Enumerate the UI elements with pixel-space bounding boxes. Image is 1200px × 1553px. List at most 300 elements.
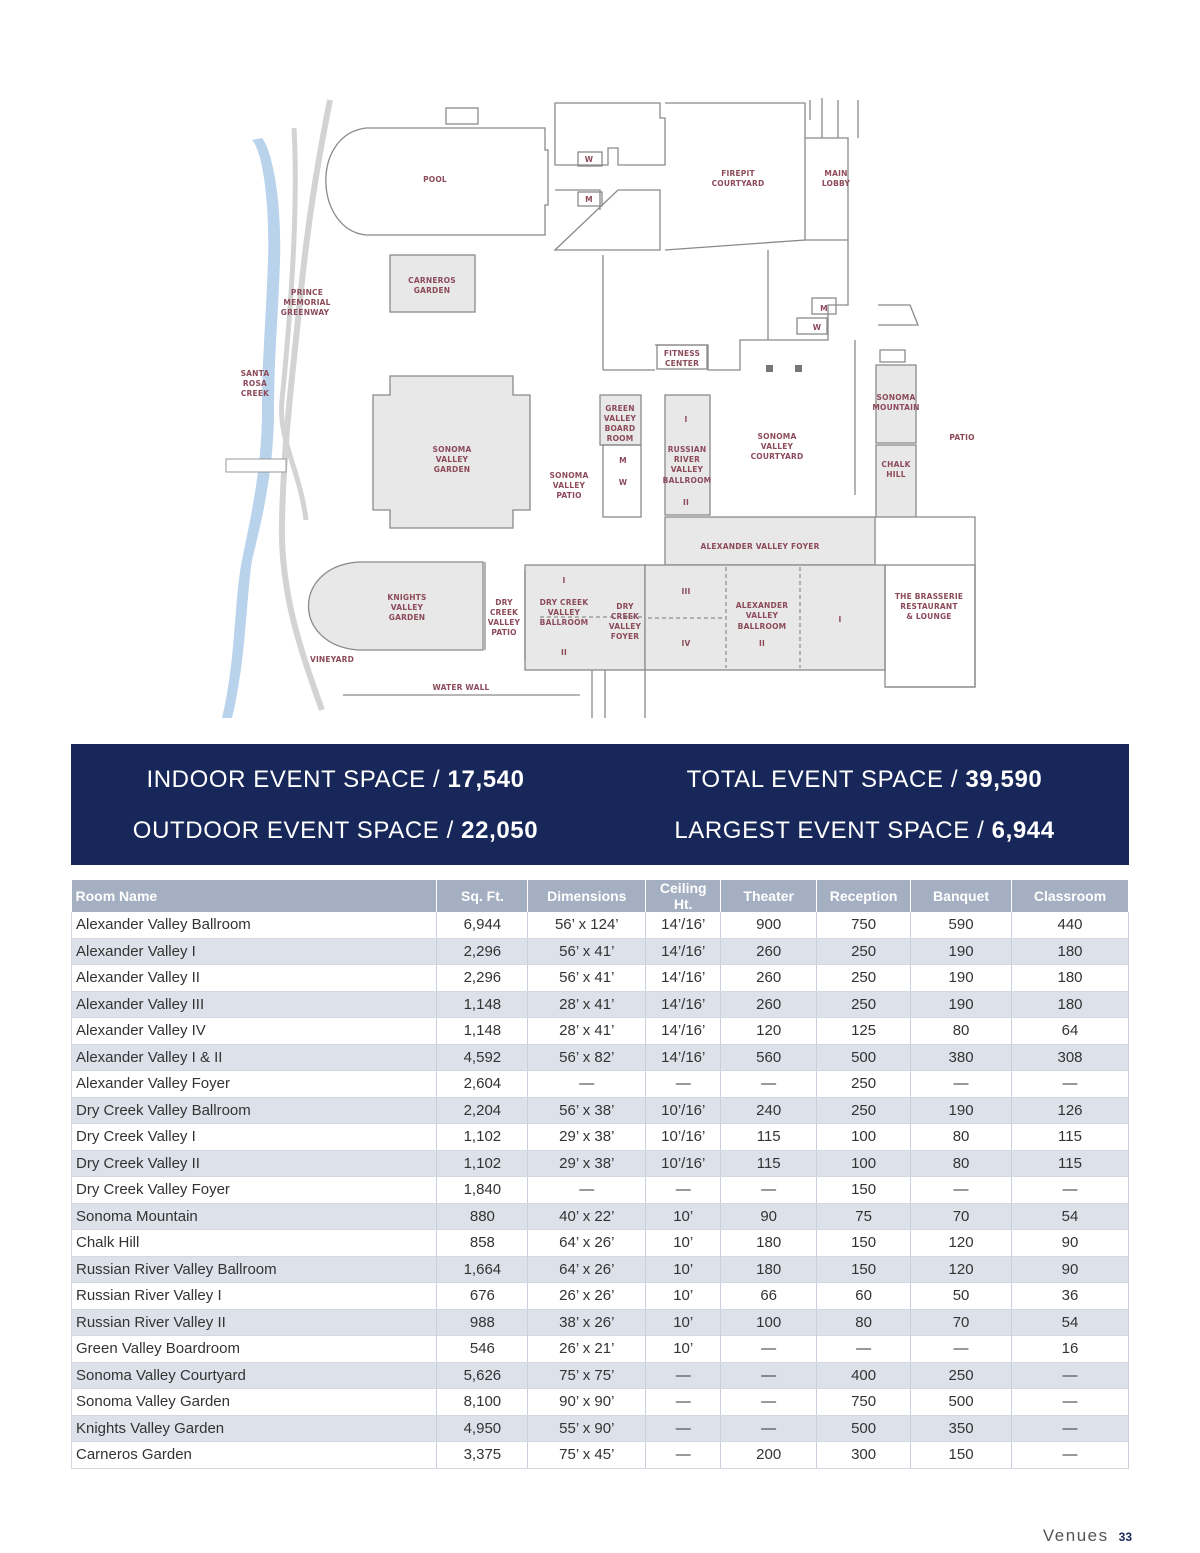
map-label: GARDEN [433,465,471,474]
firepit-courtyard [555,103,665,165]
table-cell: 190 [911,1097,1012,1124]
table-cell: — [646,1415,721,1442]
map-label: COURTYARD [711,179,765,188]
event-space-banner [71,744,1129,865]
table-cell: 126 [1012,1097,1129,1124]
table-cell: 380 [911,1044,1012,1071]
map-label: POOL [423,175,447,184]
table-cell: 60 [817,1283,911,1310]
table-cell: 120 [721,1018,817,1045]
table-row [72,1230,1129,1257]
table-cell: 350 [911,1415,1012,1442]
table-cell: — [1012,1177,1129,1204]
table-cell: — [911,1071,1012,1098]
map-label: VALLEY [435,455,469,464]
map-label: I [684,415,688,424]
map-label: VALLEY [547,608,581,617]
map-label: VALLEY [390,603,424,612]
map-label: RUSSIAN [667,445,707,454]
total-stat [600,766,1129,794]
map-label: ROOM [606,434,634,443]
table-cell: 500 [817,1044,911,1071]
map-label: & LOUNGE [906,612,952,621]
map-label: MEMORIAL [283,298,331,307]
table-row [72,1150,1129,1177]
table-cell: 2,604 [437,1071,528,1098]
map-label: M [820,304,828,313]
table-row [72,912,1129,938]
map-label: FIREPIT [721,169,755,178]
table-cell: 90 [1012,1230,1129,1257]
map-label: FOYER [610,632,640,641]
table-cell: 240 [721,1097,817,1124]
total-label: TOTAL EVENT SPACE / [686,766,966,793]
table-cell: 56’ x 38’ [528,1097,646,1124]
table-cell: — [721,1389,817,1416]
table-row [72,1071,1129,1098]
table-header-row [72,880,1129,912]
table-row [72,1097,1129,1124]
map-label: VALLEY [670,465,704,474]
room-name-cell: Green Valley Boardroom [72,1336,437,1363]
map-label: COURTYARD [750,452,804,461]
table-cell: — [1012,1442,1129,1469]
map-label: BALLROOM [539,618,589,627]
table-cell: 250 [817,991,911,1018]
room-name-cell: Russian River Valley II [72,1309,437,1336]
table-cell: 300 [817,1442,911,1469]
map-label: M [619,456,627,465]
pool-shed [446,108,478,124]
table-cell: 8,100 [437,1389,528,1416]
table-cell: 400 [817,1362,911,1389]
table-cell: 56’ x 124’ [528,912,646,938]
table-cell: 250 [817,965,911,992]
map-label: BALLROOM [662,476,712,485]
table-cell: 250 [817,1097,911,1124]
firepit-courtyard [555,190,660,250]
map-label: KNIGHTS [387,593,427,602]
brasserie [885,565,975,687]
map-label: W [584,155,594,164]
column-header: Classroom [1012,880,1129,912]
table-cell: 1,664 [437,1256,528,1283]
table-row [72,965,1129,992]
table-cell: 190 [911,991,1012,1018]
table-cell: 1,148 [437,991,528,1018]
table-cell: 120 [911,1230,1012,1257]
table-cell: 750 [817,912,911,938]
table-cell: 676 [437,1283,528,1310]
table-cell: 90 [721,1203,817,1230]
room-name-cell: Chalk Hill [72,1230,437,1257]
table-cell: 115 [721,1124,817,1151]
table-cell: 14’/16’ [646,938,721,965]
table-row [72,938,1129,965]
room-name-cell: Alexander Valley II [72,965,437,992]
table-cell: — [1012,1389,1129,1416]
map-label: VALLEY [760,442,794,451]
table-cell: — [528,1071,646,1098]
table-cell: 115 [1012,1124,1129,1151]
map-label: SONOMA [876,393,916,402]
alexander-valley-foyer [665,517,875,565]
table-cell: 250 [911,1362,1012,1389]
table-cell: 54 [1012,1203,1129,1230]
section-name: Venues [1042,1526,1109,1545]
table-cell: 3,375 [437,1442,528,1469]
table-cell: 180 [721,1230,817,1257]
table-cell: 80 [911,1124,1012,1151]
room-name-cell: Dry Creek Valley I [72,1124,437,1151]
column-header: Dimensions [528,880,646,912]
table-cell: — [646,1177,721,1204]
map-label: CREEK [240,389,270,398]
room-name-cell: Alexander Valley I & II [72,1044,437,1071]
table-cell: 115 [1012,1150,1129,1177]
table-cell: 50 [911,1283,1012,1310]
map-label: BALLROOM [737,622,787,631]
map-label: ALEXANDER VALLEY FOYER [700,542,820,551]
service-walls [592,670,645,718]
table-cell: 75’ x 75’ [528,1362,646,1389]
table-cell: 900 [721,912,817,938]
table-cell: 56’ x 82’ [528,1044,646,1071]
map-label: FITNESS [663,349,701,358]
table-cell: 14’/16’ [646,912,721,938]
map-label: GARDEN [413,286,451,295]
map-label: RIVER [673,455,701,464]
table-cell: 29’ x 38’ [528,1150,646,1177]
table-cell: 2,296 [437,938,528,965]
table-cell: 2,296 [437,965,528,992]
table-cell: 150 [817,1177,911,1204]
table-cell: — [528,1177,646,1204]
table-cell: 75 [817,1203,911,1230]
table-cell: 14’/16’ [646,1044,721,1071]
table-cell: 988 [437,1309,528,1336]
column-header: Reception [817,880,911,912]
page-footer [1043,1526,1132,1546]
table-row [72,1362,1129,1389]
map-label: WATER WALL [432,683,490,692]
map-label: PRINCE [290,288,324,297]
table-cell: — [1012,1362,1129,1389]
map-label: PATIO [556,491,582,500]
floor-plan-map [0,0,1200,730]
table-cell: — [721,1071,817,1098]
table-cell: 56’ x 41’ [528,938,646,965]
table-row [72,1124,1129,1151]
table-cell: — [911,1336,1012,1363]
map-label: ROSA [242,379,268,388]
map-label: MAIN [824,169,848,178]
table-cell: 5,626 [437,1362,528,1389]
table-cell: 26’ x 26’ [528,1283,646,1310]
table-cell: 80 [911,1150,1012,1177]
map-label: II [759,639,765,648]
table-cell: 56’ x 41’ [528,965,646,992]
map-label: IV [681,639,691,648]
map-label: SANTA [240,369,270,378]
table-cell: 80 [911,1018,1012,1045]
capacity-table [71,880,1129,1469]
table-cell: 4,592 [437,1044,528,1071]
bridge [226,459,286,472]
table-cell: 10’ [646,1309,721,1336]
map-label: ALEXANDER [735,601,789,610]
table-cell: 10’ [646,1203,721,1230]
table-cell: 10’/16’ [646,1150,721,1177]
table-row [72,991,1129,1018]
table-cell: 64’ x 26’ [528,1256,646,1283]
table-cell: 150 [911,1442,1012,1469]
table-cell: 80 [817,1309,911,1336]
table-cell: — [1012,1415,1129,1442]
table-cell: 29’ x 38’ [528,1124,646,1151]
table-cell: 500 [911,1389,1012,1416]
table-cell: 200 [721,1442,817,1469]
map-label: VALLEY [552,481,586,490]
map-label: SONOMA [757,432,797,441]
room-name-cell: Dry Creek Valley Foyer [72,1177,437,1204]
room-name-cell: Alexander Valley Foyer [72,1071,437,1098]
table-cell: 250 [817,1071,911,1098]
table-cell: 180 [1012,938,1129,965]
map-label: DRY [495,598,513,607]
table-cell: 14’/16’ [646,991,721,1018]
table-cell: — [721,1415,817,1442]
table-cell: — [817,1336,911,1363]
table-cell: 2,204 [437,1097,528,1124]
table-cell: 250 [817,938,911,965]
table-cell: — [721,1362,817,1389]
map-label: I [562,576,566,585]
map-label: SONOMA [432,445,472,454]
table-cell: 1,148 [437,1018,528,1045]
table-row [72,1283,1129,1310]
map-label: II [561,648,567,657]
table-cell: 150 [817,1230,911,1257]
map-label: M [585,195,593,204]
table-cell: 880 [437,1203,528,1230]
largest-value: 6,944 [991,817,1055,844]
room-name-cell: Alexander Valley I [72,938,437,965]
creek-shape [222,138,280,718]
table-cell: 1,840 [437,1177,528,1204]
outdoor-label: OUTDOOR EVENT SPACE / [132,817,462,844]
table-cell: 40’ x 22’ [528,1203,646,1230]
room-name-cell: Carneros Garden [72,1442,437,1469]
table-cell: — [911,1177,1012,1204]
map-label: VALLEY [487,618,521,627]
indoor-value: 17,540 [447,766,525,793]
table-cell: 1,102 [437,1150,528,1177]
table-row [72,1442,1129,1469]
table-cell: 260 [721,991,817,1018]
indoor-stat [71,766,600,794]
map-label: GARDEN [388,613,426,622]
table-cell: 858 [437,1230,528,1257]
table-cell: 90 [1012,1256,1129,1283]
table-row [72,1389,1129,1416]
map-label: III [681,587,691,596]
largest-stat [600,817,1129,845]
table-cell: 14’/16’ [646,1018,721,1045]
page-number: 33 [1118,1530,1132,1544]
table-cell: 28’ x 41’ [528,991,646,1018]
map-label: PATIO [491,628,517,637]
table-cell: 36 [1012,1283,1129,1310]
table-cell: 120 [911,1256,1012,1283]
table-cell: 10’ [646,1283,721,1310]
map-label: W [812,323,822,332]
map-label: SONOMA [549,471,589,480]
table-row [72,1203,1129,1230]
stair [878,305,918,362]
map-label: LOBBY [821,179,851,188]
table-cell: 90’ x 90’ [528,1389,646,1416]
map-label: II [683,498,689,507]
chalk-hill [876,445,916,517]
column [795,365,802,372]
table-cell: 100 [817,1124,911,1151]
outdoor-value: 22,050 [461,817,539,844]
table-cell: 70 [911,1309,1012,1336]
table-cell: 6,944 [437,912,528,938]
map-label: GREEN [605,404,635,413]
table-cell: — [1012,1071,1129,1098]
total-value: 39,590 [965,766,1043,793]
table-cell: 260 [721,938,817,965]
table-cell: 100 [817,1150,911,1177]
map-label: I [838,615,842,624]
map-label: VALLEY [608,622,642,631]
map-label: GREENWAY [280,308,330,317]
column-header: Banquet [911,880,1012,912]
room-name-cell: Knights Valley Garden [72,1415,437,1442]
table-cell: 546 [437,1336,528,1363]
table-cell: 64 [1012,1018,1129,1045]
table-cell: 1,102 [437,1124,528,1151]
table-cell: — [721,1336,817,1363]
map-label: CARNEROS [408,276,456,285]
table-cell: — [721,1177,817,1204]
map-label: VINEYARD [309,655,355,664]
column-header: Sq. Ft. [437,880,528,912]
table-cell: 500 [817,1415,911,1442]
map-label: BOARD [604,424,636,433]
table-cell: 28’ x 41’ [528,1018,646,1045]
table-cell: 590 [911,912,1012,938]
map-label: DRY CREEK [539,598,589,607]
indoor-label: INDOOR EVENT SPACE / [146,766,448,793]
table-cell: — [646,1389,721,1416]
room-name-cell: Sonoma Valley Courtyard [72,1362,437,1389]
table-cell: 70 [911,1203,1012,1230]
room-name-cell: Dry Creek Valley II [72,1150,437,1177]
room-name-cell: Alexander Valley IV [72,1018,437,1045]
table-cell: 180 [1012,991,1129,1018]
table-cell: 55’ x 90’ [528,1415,646,1442]
map-label: CREEK [610,612,640,621]
table-cell: 54 [1012,1309,1129,1336]
room-name-cell: Dry Creek Valley Ballroom [72,1097,437,1124]
map-label: VALLEY [603,414,637,423]
room-name-cell: Alexander Valley Ballroom [72,912,437,938]
room-name-cell: Sonoma Valley Garden [72,1389,437,1416]
map-label: HILL [886,470,906,479]
table-cell: 38’ x 26’ [528,1309,646,1336]
table-cell: — [646,1442,721,1469]
map-label: W [618,478,628,487]
map-label: PATIO [949,433,975,442]
table-cell: 560 [721,1044,817,1071]
table-cell: 75’ x 45’ [528,1442,646,1469]
table-cell: 440 [1012,912,1129,938]
largest-label: LARGEST EVENT SPACE / [674,817,992,844]
map-label: CREEK [489,608,519,617]
table-cell: 190 [911,965,1012,992]
table-cell: 16 [1012,1336,1129,1363]
map-label: CHALK [881,460,911,469]
table-cell: 10’ [646,1336,721,1363]
table-cell: 10’/16’ [646,1124,721,1151]
table-cell: — [646,1362,721,1389]
table-cell: 10’ [646,1230,721,1257]
table-cell: 150 [817,1256,911,1283]
room-name-cell: Russian River Valley I [72,1283,437,1310]
column-header: Room Name [72,880,437,912]
table-cell: 14’/16’ [646,965,721,992]
map-label: RESTAURANT [900,602,958,611]
map-label: DRY [616,602,634,611]
map-label: MOUNTAIN [872,403,920,412]
table-cell: 750 [817,1389,911,1416]
table-cell: 26’ x 21’ [528,1336,646,1363]
column [766,365,773,372]
table-cell: 180 [1012,965,1129,992]
table-row [72,1415,1129,1442]
table-cell: 190 [911,938,1012,965]
table-cell: 115 [721,1150,817,1177]
table-cell: 308 [1012,1044,1129,1071]
room-name-cell: Sonoma Mountain [72,1203,437,1230]
column-header: Theater [721,880,817,912]
table-row [72,1256,1129,1283]
map-label: THE BRASSERIE [894,592,964,601]
map-label: CENTER [664,359,700,368]
table-cell: 125 [817,1018,911,1045]
table-cell: 66 [721,1283,817,1310]
table-cell: 260 [721,965,817,992]
table-cell: — [646,1071,721,1098]
table-cell: 4,950 [437,1415,528,1442]
table-row [72,1336,1129,1363]
table-row [72,1018,1129,1045]
table-row [72,1044,1129,1071]
table-cell: 10’ [646,1256,721,1283]
table-row [72,1177,1129,1204]
column-header: Ceiling Ht. [646,880,721,912]
table-cell: 100 [721,1309,817,1336]
outdoor-stat [71,817,600,845]
table-cell: 64’ x 26’ [528,1230,646,1257]
table-row [72,1309,1129,1336]
room-name-cell: Russian River Valley Ballroom [72,1256,437,1283]
table-cell: 10’/16’ [646,1097,721,1124]
room-name-cell: Alexander Valley III [72,991,437,1018]
